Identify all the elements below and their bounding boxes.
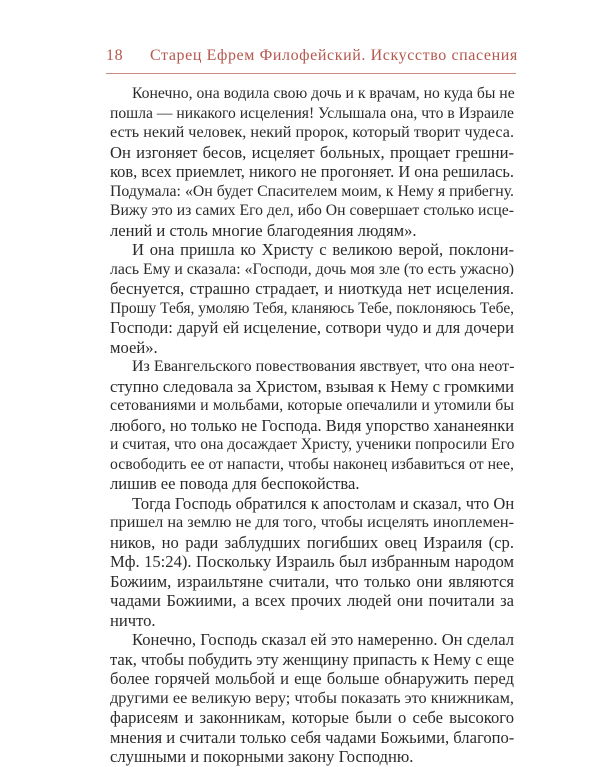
text-line: любого, но только не Господа. Видя упорство хананеянки [110,415,514,435]
text-line: Он изгоняет бесов, исцеляет больных, прощает грешни- [110,142,514,162]
text-line: чадами Божиими, а всех прочих людей они почитали за [110,591,514,610]
text-line: пошла — никакого исцеления! Услышала она, что в Израиле [110,104,514,122]
text-line: другими ее великую веру; чтобы показать это книжникам, [110,688,514,707]
text-line: ничто. [110,610,156,630]
text-line: ников, но ради заблудших погибших овец Израиля (ср. [110,532,514,552]
text-line: мнения и считали только себя чадами Божьими, благопо- [110,727,515,747]
text-line: Господи: даруй ей исцеление, сотвори чудо и для дочери [110,318,514,337]
text-line: И она пришла ко Христу с великою верой, поклони- [132,240,514,259]
text-line: сетованиями и мольбами, которые опечалили и утомили бы [110,397,514,414]
running-header [106,47,516,71]
text-line: Подумала: «Он будет Спасителем моим, к Нему я прибегну. [110,182,514,200]
text-line: беснуется, страшно страдает, и ниоткуда нет исцеления. [110,279,514,298]
header-rule [106,73,516,74]
text-line: Тогда Господь обратился к апостолам и сказал, что Он [132,493,515,513]
page-number: 18 [106,47,124,64]
text-line: ступно следовала за Христом, взывая к Нему с громкими [110,376,514,396]
text-line: Из Евангельского повествования явствует, что она неот- [132,358,515,375]
paragraph [110,494,514,631]
text-line: Мф. 15:24). Поскольку Израиль был избранным народом [110,552,514,571]
body-text [110,84,514,767]
text-line: лась Ему и сказала: «Господи, дочь моя зле (то есть ужасно) [110,260,514,278]
text-line: Божиим, израильтяне считали, что только они являются [110,571,514,591]
running-title: Старец Ефрем Филофейский. Искусство спасения [150,47,518,64]
text-line: Конечно, Господь сказал ей это намеренно. Он сделал [132,630,514,649]
text-line: пришел на землю не для того, чтобы исцелять иноплемен- [110,513,514,531]
text-line: освободить ее от напасти, чтобы наконец избавиться от нее, [110,455,514,473]
text-line: фарисеям и законникам, которые были о себе высокого [110,708,514,727]
text-line: есть некий человек, некий пророк, который творит чудеса. [110,124,514,141]
paragraph [110,240,514,357]
text-line: более горячей мольбой и еще больше обнаружить перед [110,669,514,688]
paragraph [110,84,514,240]
paragraph [110,357,514,494]
text-line: ков, всех приемлет, никого не прогоняет. И она решилась. [110,162,514,181]
text-line: Вижу это из самих Его дел, ибо Он совершает столько исце- [110,202,514,219]
text-line: моей». [110,337,158,357]
text-line: Прошу Тебя, умоляю Тебя, кланяюсь Тебе, поклоняюсь Тебе, [110,299,515,317]
text-line: так, чтобы побудить эту женщину припасть к Нему с еще [110,649,515,669]
text-line: лишив ее повода для беспокойства. [110,474,360,493]
text-line: слушными и покорными закону Господню. [110,747,414,766]
text-line: Конечно, она водила свою дочь и к врачам, но куда бы не [132,85,515,102]
text-line: лений и столь многие благодеяния людям». [110,220,417,240]
paragraph [110,630,514,767]
text-line: и считая, что она досаждает Христу, ученики попросили Его [110,436,515,453]
